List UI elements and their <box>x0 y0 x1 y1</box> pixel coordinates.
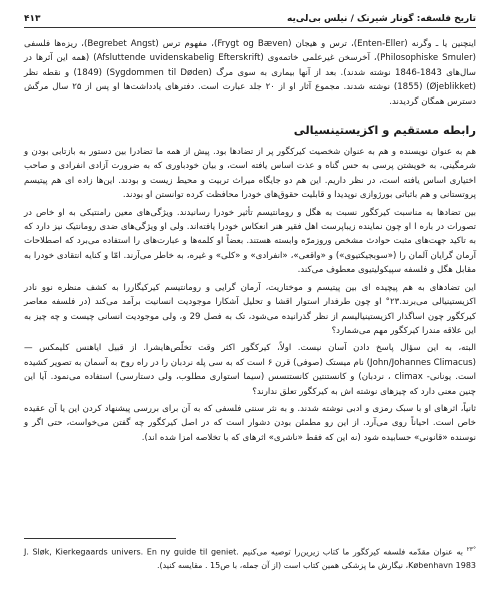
page-body <box>24 37 476 445</box>
running-header <box>24 14 476 28</box>
paragraph-3: این تضادهای به هم پیچیده ای بین پیتیسم و موختاریت، آرمان گرایی و رومانتیسم کیرکیگاررا به کشف منظره نوو نادر اکزیستینیالی می‌برند.۲۳° او چون طرفدار استوار اقشا و تحلیل آشکارا موجودیت انسانیت برآمد می‌کند (در فلسفه معاصر کیرکگور چون اساگذار اکزیستینیالیسم از نظر گذرانیده می‌شود، تک به فصل 29 و، ولی موجودیت انسانی چیست و چه چیز به این علاقه مندرا کیرکگور مهم می‌شمارد؟ <box>24 282 476 336</box>
footnote-text: به عنوان مقدّمه فلسفه کیرکگور ما کتاب زیرین‌را توصیه می‌کنیم J. Sløk, Kierkegaards univers. En ny guide til geniet. København 1983، نیگارش ما پزشکی همین کتاب است (از آن جمله، با ص15 . مقایسه کنید). <box>24 547 476 570</box>
footnote-marker: ۲۳° <box>466 546 477 553</box>
paragraph-5: ثانیاً، اثرهای او با سبک رمزی و ادبی نوشته شدند. و به نثر سنتی فلسفی که به آن برای بررسی پیشنهاد کردن این یا آن عقیده خاص است. احیاناً روی می‌آرد. از این رو مطمئن بودن دشوار است که در اصل کیرکگور چه گفتن می‌خواست، حتی اگر و نوسنده «قانونی» حسابیده شود (نه این که فقط «ناشری» اثرهای که با تخلاصه امزا شده اند). <box>24 403 476 443</box>
footnote <box>24 543 476 572</box>
paragraph-4: البته، به این سؤال پاسخ دادن آسان نیست. اولاً، کیرکگور اکثر وقت تخلّص‌هایشرا. از قبیل ایاهنس کلیمکس — (John/Johannes Climacus) نام میستک (صوفی) قرن ۶ است که به سی پله نردبان را در راه روح به آسمان به تصویر کشیده است. یونانی- climax ، نردبان) و کانستنتین کانستنسس (سیما استواری مطلوب، ولی دستارسی) استفاده می‌نمود. آیا این چنین معنی دارد که چیزهای نوشته اش به کیرکگور تعلق ندارند؟ <box>24 343 477 397</box>
intro-paragraph: اینچنین یا ـ وگرنه (Enten-Eller)، ترس و هیجان (Frygt og Bæven)، مفهوم ترس (Begrebet Angst)، ریزه‌ها فلسفی (Philosophiske Smuler)، آخرسخن غیرعلمی خاتمه‌وی (Afsluttende uvidenskabelig Efterskrift) (همه این آثرها در سال‌های 1843-1846 نوشته شدند). بعد از آنها بیماری به سوی مرگ (Sygdommen til Døden) (1849) و نقطه نظر (Øjeblikket) (1855) نوشته شدند. مجموع آثار او از ۲۰ جلد عبارت است. دفترهای یادداشت‌ها او پس از ۲۵ سال مرگش دسترس همگان گردیدند. <box>24 39 477 107</box>
paragraph-2: بین تضادها به مناسبت کیرکگور نسبت به هگل و رومانتیسم تأثیر خودرا رسانیدند. ویژگی‌های معین رامنتیکی به او خاص در تصورات در باره ا او چون نماینده زیباپرست اهل فقیر هنر انعکاس خودرا یافته‌اند. ولی او ویژگی‌های ضدی رومانتیک نیز دارد که به تاکید جهت‌های مثبت حوادث مشخص وروزمرّه وابسته هستند. بعضاً او کلمه‌ها و عبارت‌های را استفاده می‌برد که اصطلاحات آرمان گرایان آلمان را («سوبجیکتیوی») و «واقعی»، «انفرادی» و «کلی» و غیره، به خاطر می‌آرند. امّا و کنایه انتقادی خودرا به مقابل هگل و فلسفه سپیکولیتیوی معطوف می‌کند. <box>24 207 476 276</box>
running-title: تاریخ فلسفه: گونار شیرنک / نیلس بی‌لی‌یه <box>287 14 476 24</box>
footnote-divider <box>24 538 176 539</box>
section-heading: رابطه مستقیم و اکزیستینسیالی <box>293 123 476 138</box>
paragraph-1: هم به عنوان نویسنده و هم به عنوان شخصیت کیرکگور پر از تضادها بود. پیش از همه ما تضادرا بین دستور به بازتابی بودن و شرمگینی، به خویشتن پرسی به حس گناه و عذت اساس یافته است، و بیان خودباوری که به ضرورت آزادی انفرادی و صاحب اختیاری اساس یافته است، در نظر داریم. این هم دو جایگاه میراث تربیت و محیط زیست و بودند. این‌ها زاده ای هم پیتیسم پروتستانی و هم باثباتی بورژوازی نوپدیدا و قابلیت حقوق‌های خودرا محافظت کرده توانستن او بودند. <box>24 147 476 201</box>
page-number: ۴۱۳ <box>24 14 41 24</box>
